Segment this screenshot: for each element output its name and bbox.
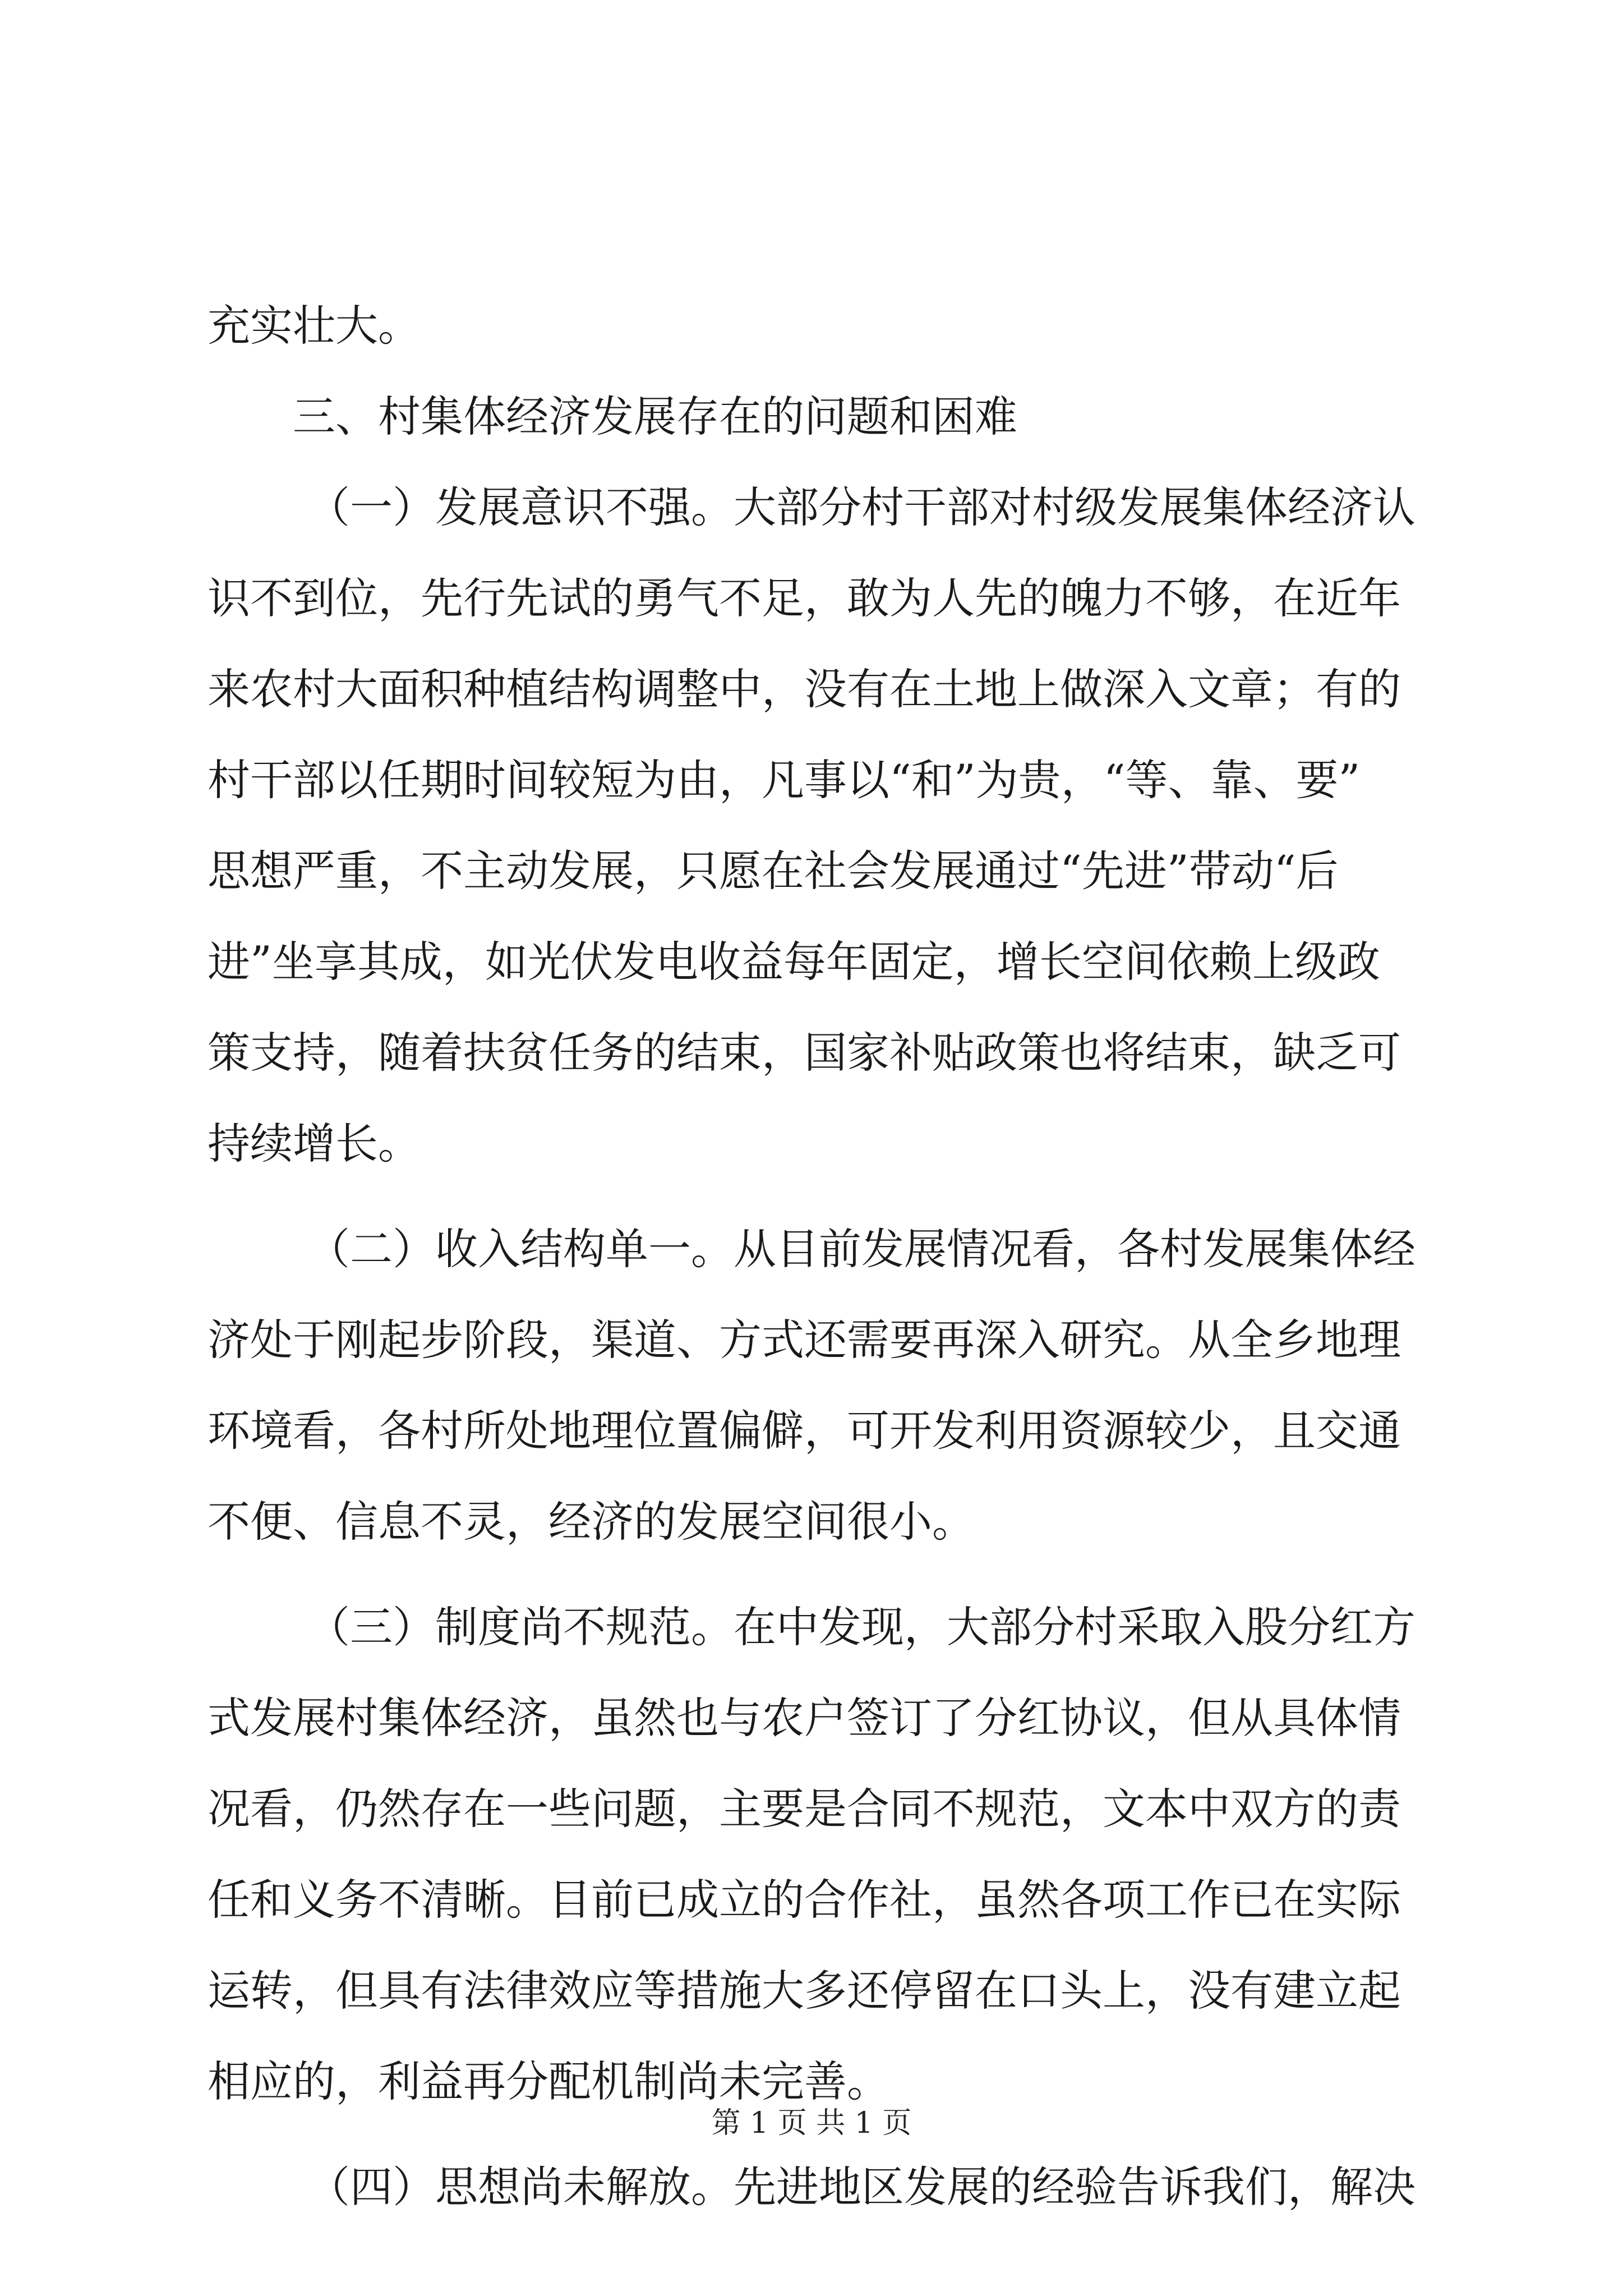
text-line: 环境看，各村所处地理位置偏僻，可开发利用资源较少，且交通 xyxy=(208,1406,1401,1456)
text-line: 持续增长。 xyxy=(208,1119,421,1168)
text-line: 不便、信息不灵，经济的发展空间很小。 xyxy=(208,1497,975,1547)
paragraph-first-line: （三）制度尚不规范。在中发现，大部分村采取入股分红方 xyxy=(307,1602,1415,1652)
text-line: 进”坐享其成，如光伏发电收益每年固定，增长空间依赖上级政 xyxy=(208,937,1380,987)
page-footer: 第 1 页 共 1 页 xyxy=(711,2106,912,2140)
text-line: 思想严重，不主动发展，只愿在社会发展通过“先进”带动“后 xyxy=(208,846,1339,896)
text-line: 来农村大面积种植结构调整中，没有在土地上做深入文章；有的 xyxy=(208,664,1401,714)
text-line: 相应的，利益再分配机制尚未完善。 xyxy=(208,2056,889,2106)
paragraph-gap xyxy=(208,1189,1419,1204)
paragraph-first-line: （四）思想尚未解放。先进地区发展的经验告诉我们，解决 xyxy=(307,2162,1415,2212)
text-line: 济处于刚起步阶段，渠道、方式还需要再深入研究。从全乡地理 xyxy=(208,1315,1401,1365)
paragraph-first-line: （二）收入结构单一。从目前发展情况看，各村发展集体经 xyxy=(307,1224,1415,1274)
paragraph-gap xyxy=(208,1567,1419,1582)
text-line: 任和义务不清晰。目前已成立的合作社，虽然各项工作已在实际 xyxy=(208,1875,1401,1925)
text-line: 策支持，随着扶贫任务的结束，国家补贴政策也将结束，缺乏可 xyxy=(208,1028,1401,1078)
section-heading: 三、村集体经济发展存在的问题和困难 xyxy=(293,392,1017,441)
text-line: 式发展村集体经济，虽然也与农户签订了分红协议，但从具体情 xyxy=(208,1693,1401,1743)
paragraph-first-line: （一）发展意识不强。大部分村干部对村级发展集体经济认 xyxy=(307,482,1415,532)
text-line: 况看，仍然存在一些问题，主要是合同不规范，文本中双方的责 xyxy=(208,1784,1401,1834)
text-line: 充实壮大。 xyxy=(208,301,421,351)
text-line: 运转，但具有法律效应等措施大多还停留在口头上，没有建立起 xyxy=(208,1966,1401,2016)
document-body xyxy=(208,280,1419,2233)
text-line: 村干部以任期时间较短为由，凡事以“和”为贵，“等、靠、要” xyxy=(208,755,1361,805)
text-line: 识不到位，先行先试的勇气不足，敢为人先的魄力不够，在近年 xyxy=(208,573,1401,623)
